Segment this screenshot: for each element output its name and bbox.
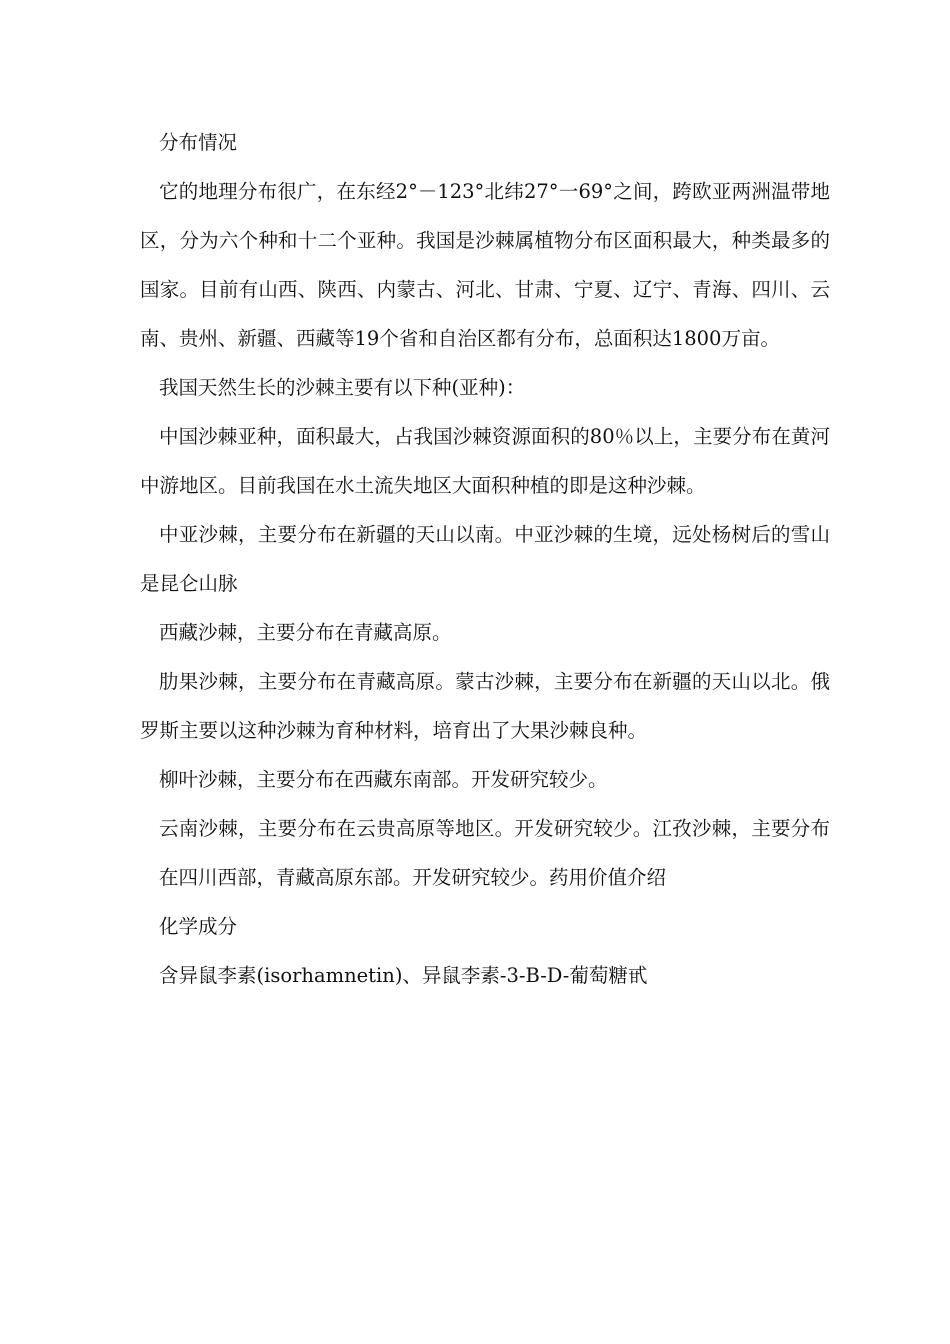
paragraph-chinese-subspecies: 中国沙棘亚种，面积最大，占我国沙棘资源面积的80％以上，主要分布在黄河中游地区。目前我国在水土流失地区大面积种植的即是这种沙棘。: [140, 425, 830, 497]
section-heading-distribution: 分布情况: [159, 131, 238, 154]
paragraph-native-species-intro: 我国天然生长的沙棘主要有以下种(亚种)：: [159, 376, 526, 399]
paragraph-geographic-range: 它的地理分布很广，在东经2°－123°北纬27°一69°之间，跨欧亚两洲温带地区，分为六个种和十二个亚种。我国是沙棘属植物分布区面积最大，种类最多的国家。目前有山西、陕西、内蒙古、河北、甘肃、宁夏、辽宁、青海、四川、云南、贵州、新疆、西藏等19个省和自治区都有分布，总面积达1800万亩。: [140, 180, 830, 350]
document-body: [140, 118, 830, 1000]
paragraph-central-asian-species: 中亚沙棘，主要分布在新疆的天山以南。中亚沙棘的生境，远处杨树后的雪山是昆仑山脉: [140, 523, 830, 595]
paragraph-willow-leaf-species: 柳叶沙棘，主要分布在西藏东南部。开发研究较少。: [159, 768, 608, 791]
paragraph-yunnan-species: 云南沙棘，主要分布在云贵高原等地区。开发研究较少。江孜沙棘，主要分布在四川西部，青藏高原东部。开发研究较少。药用价值介绍: [159, 817, 830, 889]
section-heading-chemical-composition: 化学成分: [159, 915, 238, 938]
paragraph-chemical-constituents: 含异鼠李素(isorhamnetin)、异鼠李素-3-B-D-葡萄糖甙: [159, 964, 648, 987]
paragraph-tibetan-species: 西藏沙棘，主要分布在青藏高原。: [159, 621, 452, 644]
paragraph-ribbed-fruit-species: 肋果沙棘，主要分布在青藏高原。蒙古沙棘，主要分布在新疆的天山以北。俄罗斯主要以这种沙棘为育种材料，培育出了大果沙棘良种。: [140, 670, 830, 742]
